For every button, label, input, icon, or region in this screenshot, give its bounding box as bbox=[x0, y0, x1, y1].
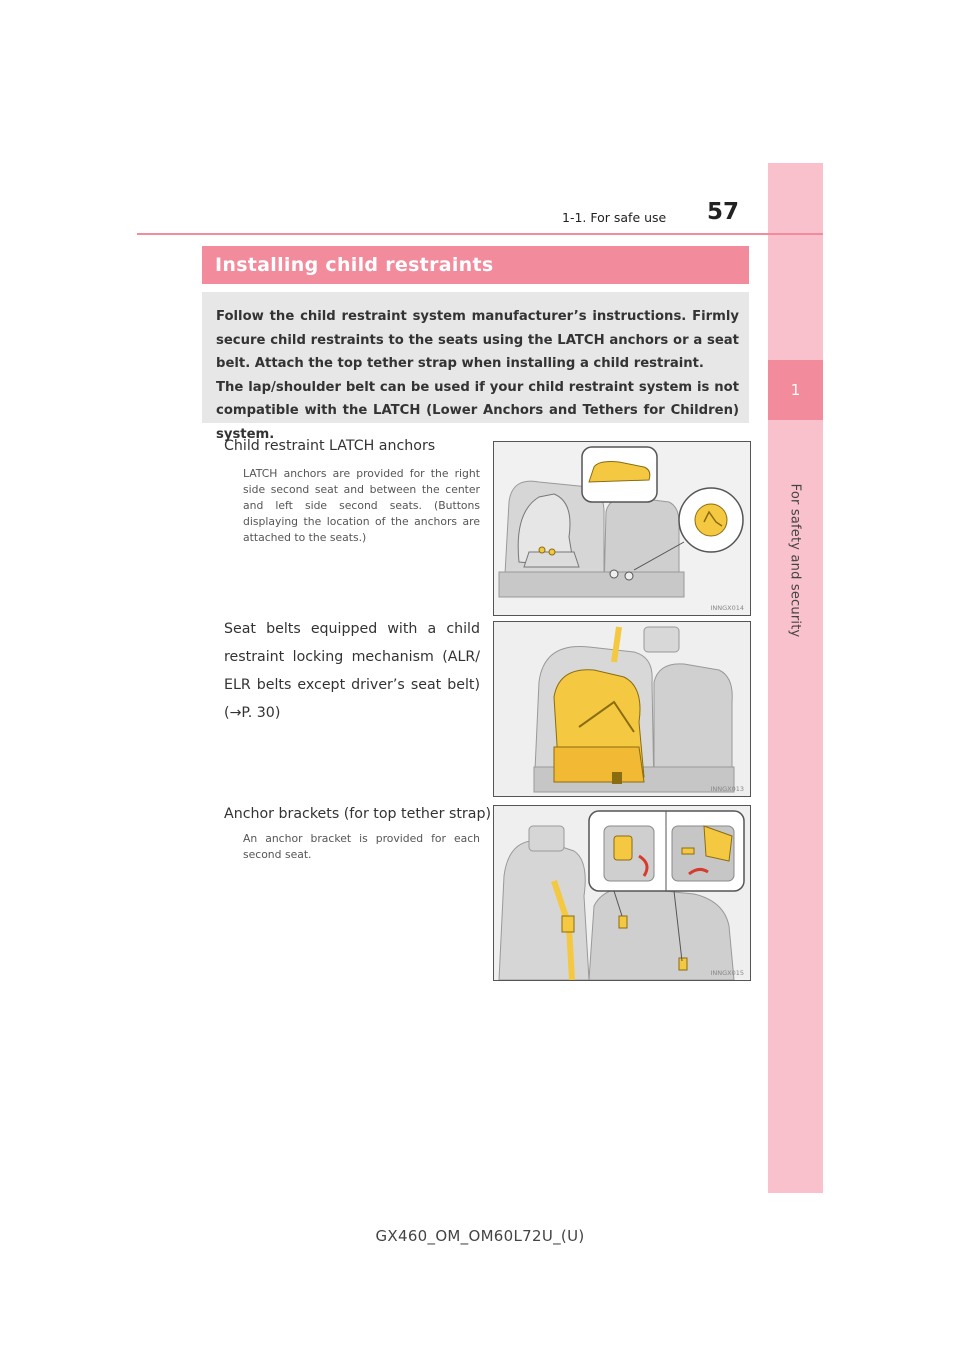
chapter-title: For safety and security bbox=[787, 483, 803, 637]
figure-seatbelt bbox=[493, 621, 751, 797]
figure-anchor-brackets bbox=[493, 805, 751, 981]
figure-code-3: INNGX015 bbox=[710, 969, 744, 977]
page-number: 57 bbox=[707, 199, 740, 225]
item-seatbelt-text: Seat belts equipped with a child restraint locking mechanism (ALR/ ELR belts except driver’s seat belt) (→P. 30) bbox=[224, 621, 480, 721]
item-anchor-brackets-body: An anchor bracket is provided for each second seat. bbox=[243, 832, 480, 861]
item-anchor-brackets-title: Anchor brackets (for top tether strap) bbox=[224, 806, 491, 822]
item-latch-title: Child restraint LATCH anchors bbox=[224, 438, 436, 454]
latch-anchors-illustration bbox=[494, 442, 750, 615]
figure-code-2: INNGX013 bbox=[710, 785, 744, 793]
section-title: 1-1. For safe use bbox=[562, 210, 667, 225]
item-latch-body: LATCH anchors are provided for the right side second seat and between the center and left side second seats. (Buttons displaying the location of the anchors are attached to the seats.) bbox=[243, 467, 480, 544]
header-divider bbox=[137, 233, 823, 235]
intro-box bbox=[202, 292, 749, 442]
intro-paragraph-2: The lap/shoulder belt can be used if your child restraint system is not compatible with the LATCH (Lower Anchors and Tethers for Children) system. bbox=[216, 379, 739, 442]
section-heading: Installing child restraints bbox=[202, 246, 749, 284]
anchor-brackets-illustration bbox=[494, 806, 750, 980]
intro-paragraph-1: Follow the child restraint system manufacturer’s instructions. Firmly secure child restraints to the seats using the LATCH anchors or a seat belt. Attach the top tether strap when installing a child restraint. bbox=[216, 309, 739, 371]
chapter-number: 1 bbox=[768, 360, 823, 420]
chapter-title-vertical bbox=[770, 440, 820, 680]
seatbelt-illustration bbox=[494, 622, 750, 796]
figure-code-1: INNGX014 bbox=[710, 604, 744, 612]
figure-latch-anchors bbox=[493, 441, 751, 616]
document-footer: GX460_OM_OM60L72U_(U) bbox=[375, 1227, 585, 1245]
